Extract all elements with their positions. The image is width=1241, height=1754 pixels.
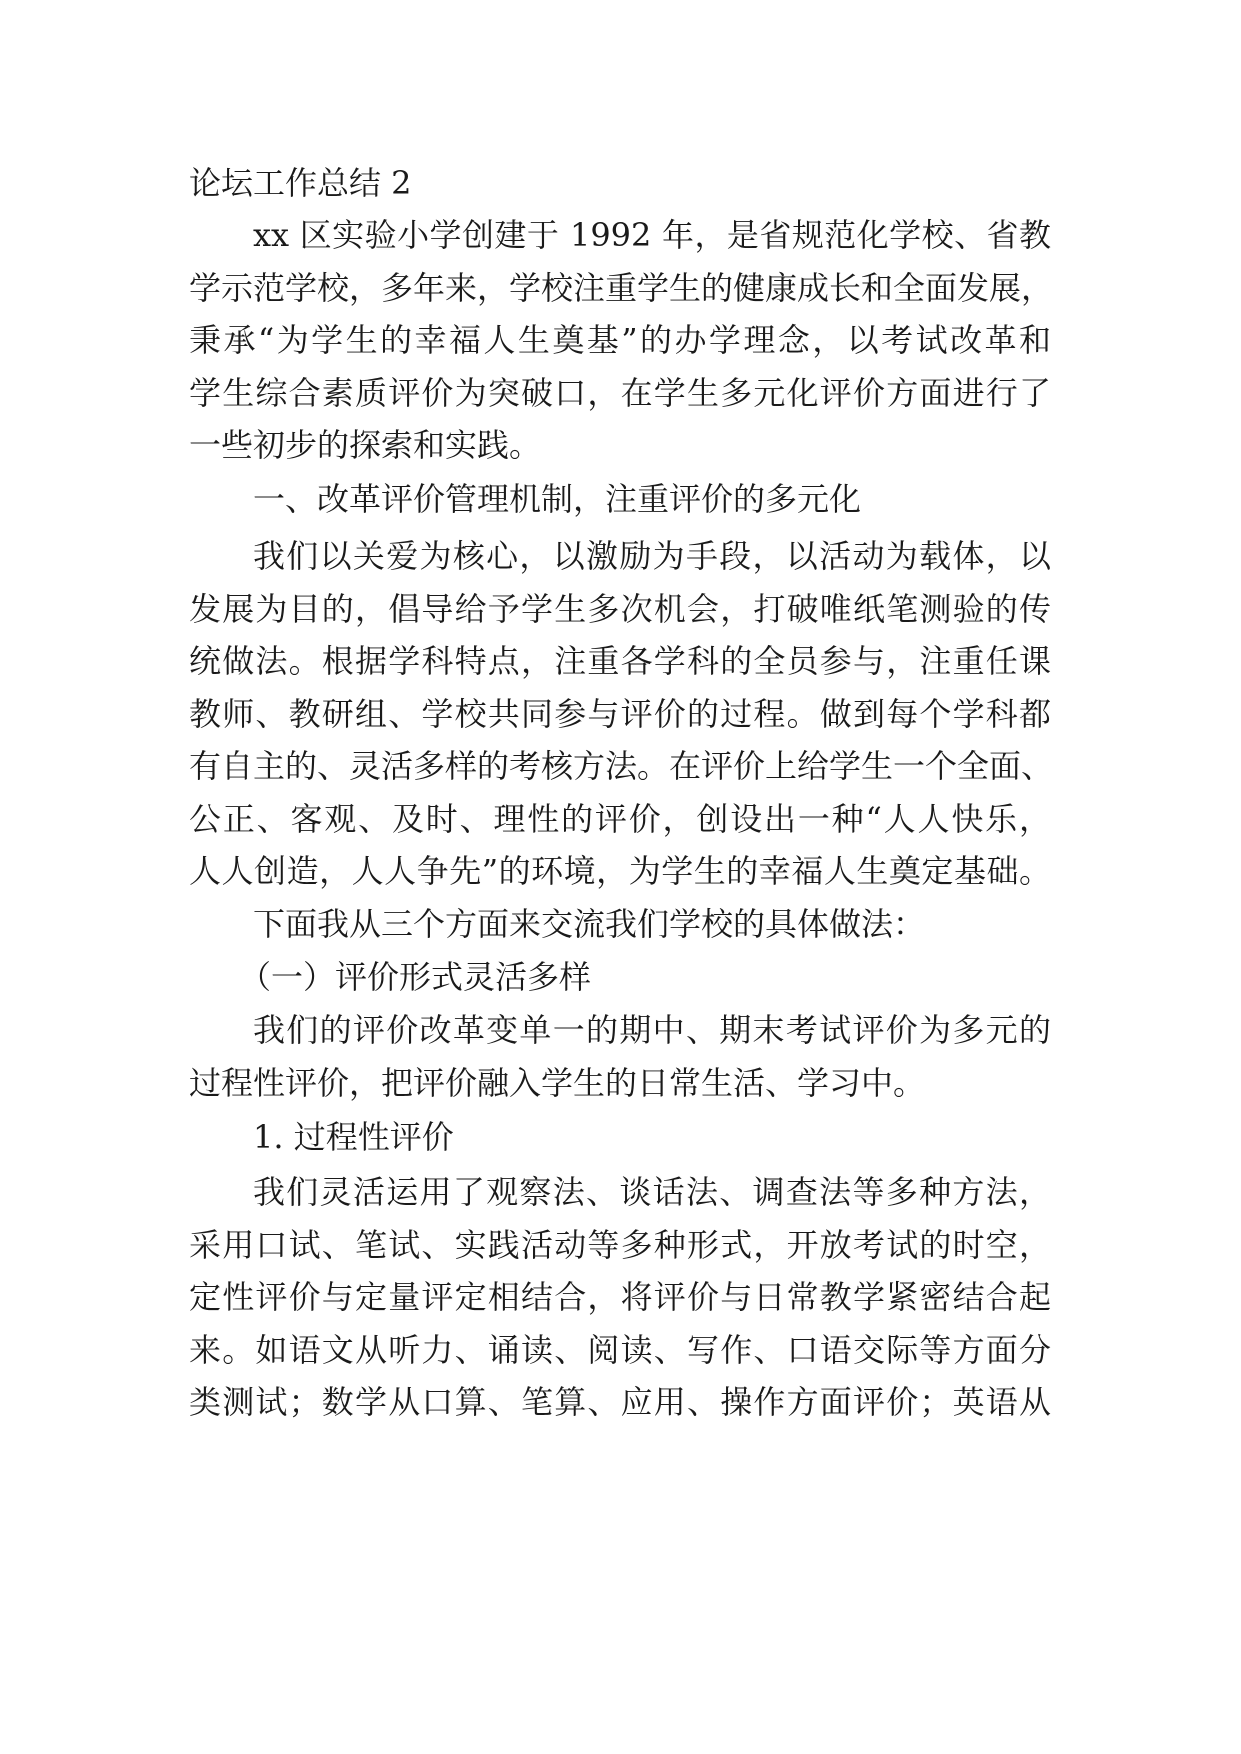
subsection-heading: 1. 过程性评价 <box>253 1118 454 1156</box>
paragraph-line: 公正、客观、及时、理性的评价，创设出一种“人人快乐， <box>189 800 1051 838</box>
paragraph-line: 统做法。根据学科特点，注重各学科的全员参与，注重任课 <box>189 642 1051 680</box>
paragraph-line: 我们灵活运用了观察法、谈话法、调查法等多种方法， <box>253 1173 1051 1211</box>
paragraph-line: 采用口试、笔试、实践活动等多种形式，开放考试的时空， <box>189 1226 1051 1264</box>
paragraph-line: 定性评价与定量评定相结合，将评价与日常教学紧密结合起 <box>189 1278 1051 1316</box>
paragraph-line: xx 区实验小学创建于 1992 年，是省规范化学校、省教 <box>253 216 1051 254</box>
paragraph-line: 人人创造，人人争先”的环境，为学生的幸福人生奠定基础。 <box>189 852 1051 890</box>
paragraph-line: 一些初步的探索和实践。 <box>189 426 542 464</box>
paragraph-line: 有自主的、灵活多样的考核方法。在评价上给学生一个全面、 <box>189 747 1054 785</box>
paragraph-line: 发展为目的，倡导给予学生多次机会，打破唯纸笔测验的传 <box>189 590 1051 628</box>
paragraph-line: 我们以关爱为核心，以激励为手段，以活动为载体，以 <box>253 537 1051 575</box>
paragraph-line: 类测试；数学从口算、笔算、应用、操作方面评价；英语从 <box>189 1383 1051 1421</box>
paragraph-line: 学示范学校，多年来，学校注重学生的健康成长和全面发展， <box>189 269 1054 307</box>
paragraph-line: 下面我从三个方面来交流我们学校的具体做法： <box>253 905 926 943</box>
paragraph-line: 我们的评价改革变单一的期中、期末考试评价为多元的 <box>253 1011 1051 1049</box>
paragraph-line: 学生综合素质评价为突破口，在学生多元化评价方面进行了 <box>189 374 1051 412</box>
paragraph-line: 来。如语文从听力、诵读、阅读、写作、口语交际等方面分 <box>189 1331 1051 1369</box>
paragraph-line: 秉承“为学生的幸福人生奠基”的办学理念，以考试改革和 <box>189 321 1051 359</box>
section-heading: 一、改革评价管理机制，注重评价的多元化 <box>253 480 862 518</box>
paragraph-line: 过程性评价，把评价融入学生的日常生活、学习中。 <box>189 1064 926 1102</box>
paragraph-line: 教师、教研组、学校共同参与评价的过程。做到每个学科都 <box>189 695 1051 733</box>
document-title: 论坛工作总结 2 <box>189 164 412 202</box>
subsection-heading: （一）评价形式灵活多样 <box>239 958 592 996</box>
